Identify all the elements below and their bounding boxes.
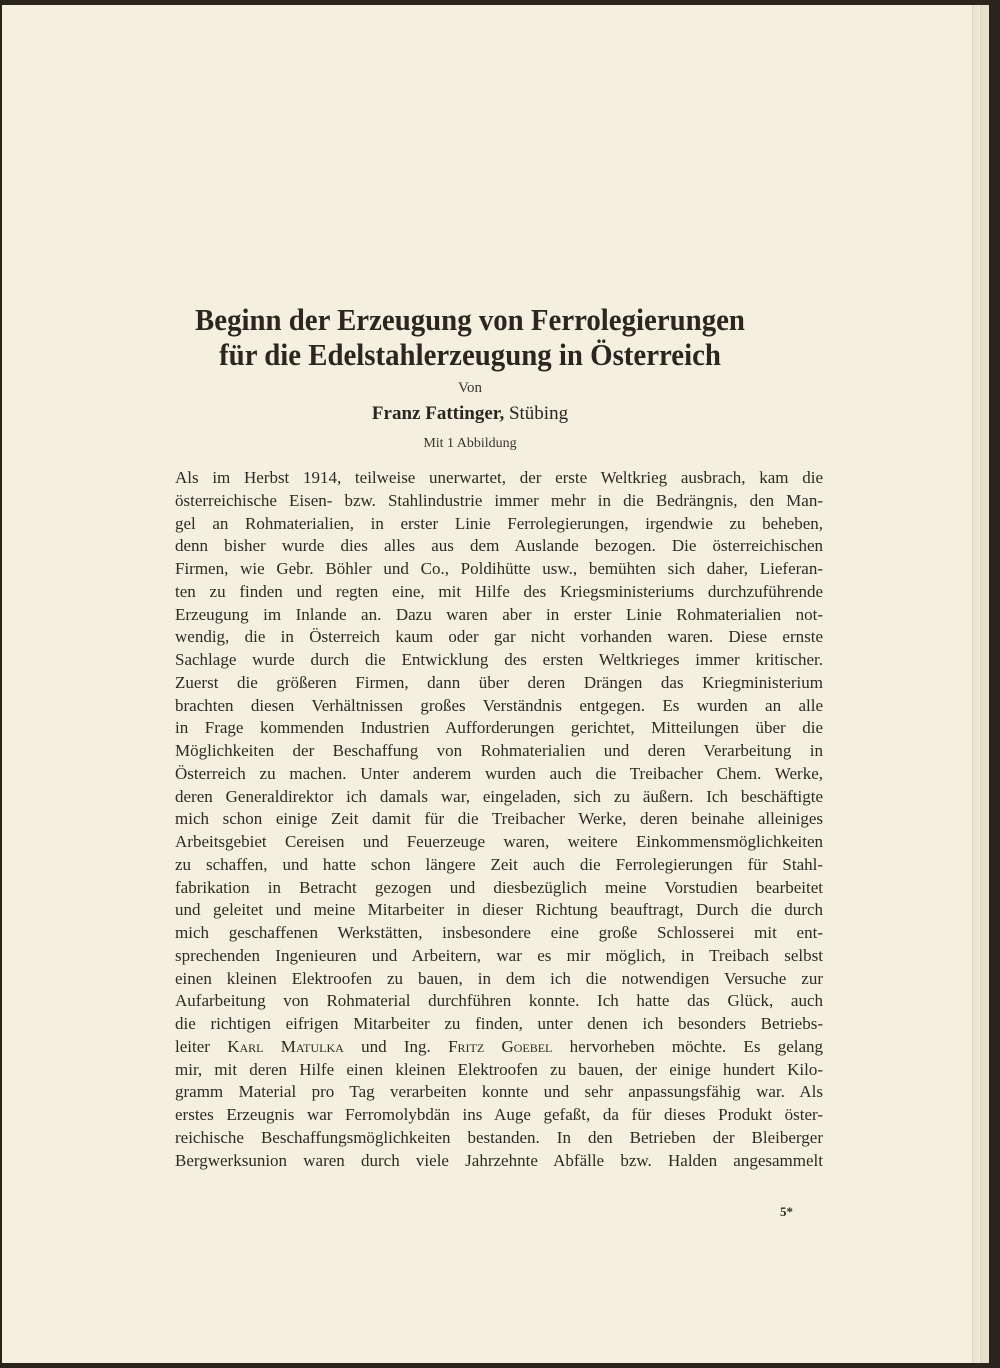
page-edge — [980, 5, 989, 1363]
text-line: und geleitet und meine Mitarbeiter in dieser Richtung beauftragt, Durch die durch — [175, 900, 823, 920]
text-line: einen kleinen Elektroofen zu bauen, in dem ich die notwendigen Versuche zur — [175, 968, 823, 988]
text-segment: leiter — [175, 1036, 210, 1056]
text-line: Firmen, wie Gebr. Böhler und Co., Poldihütte usw., bemühten sich daher, Lieferan- — [175, 559, 823, 578]
text-line-names — [175, 1036, 823, 1059]
page-number: 5* — [780, 1204, 793, 1219]
author-name: Franz Fattinger, — [371, 403, 505, 424]
person-name: Karl Matulka — [227, 1036, 344, 1056]
text-segment: und Ing. — [361, 1036, 431, 1056]
text-line: mich geschaffenen Werkstätten, insbesondere eine große Schlosserei mit ent- — [175, 923, 823, 942]
figures-note: Mit 1 Abbildung — [423, 436, 517, 451]
text-line: österreichische Eisen- bzw. Stahlindustrie immer mehr in die Bedrängnis, den Man- — [175, 490, 823, 510]
text-line: Arbeitsgebiet Cereisen und Feuerzeuge waren, weitere Einkommensmöglichkeiten — [175, 832, 823, 851]
article-title-line-2: für die Edelstahlerzeugung in Österreich — [219, 337, 721, 372]
text-line: reichische Beschaffungsmöglichkeiten bestanden. In den Betrieben der Bleiberger — [175, 1127, 823, 1147]
text-line: Zuerst die größeren Firmen, dann über deren Drängen das Kriegministerium — [175, 672, 823, 692]
text-line: ten zu finden und regten eine, mit Hilfe des Kriegsministeriums durchzuführende — [175, 581, 823, 601]
text-line: Als im Herbst 1914, teilweise unerwartet, der erste Weltkrieg ausbrach, kam die — [175, 468, 823, 487]
text-line: Aufarbeitung von Rohmaterial durchführen konnte. Ich hatte das Glück, auch — [175, 991, 823, 1011]
text-line: gel an Rohmaterialien, in erster Linie Ferrolegierungen, irgendwie zu beheben, — [175, 513, 823, 533]
text-line: Österreich zu machen. Unter anderem wurden auch die Treibacher Chem. Werke, — [175, 763, 823, 783]
text-line: gramm Material pro Tag verarbeiten konnte und sehr anpassungsfähig war. Als — [175, 1082, 823, 1102]
text-line: in Frage kommenden Industrien Aufforderungen gerichtet, Mitteilungen über die — [175, 718, 823, 738]
byline-von: Von — [458, 380, 482, 396]
text-line: mir, mit deren Hilfe einen kleinen Elektroofen zu bauen, der einige hundert Kilo- — [175, 1059, 823, 1079]
text-line: sprechenden Ingenieuren und Arbeitern, war es mir möglich, in Treibach selbst — [175, 945, 823, 965]
text-line: Erzeugung im Inlande an. Dazu waren aber in erster Linie Rohmaterialien not- — [175, 604, 823, 624]
text-line: brachten diesen Verhältnissen großes Verständnis entgegen. Es wurden an alle — [175, 695, 823, 715]
text-line: Möglichkeiten der Beschaffung von Rohmaterialien und deren Verarbeitung in — [175, 741, 823, 760]
text-segment: hervorheben möchte. Es gelang — [569, 1036, 824, 1056]
text-line: wendig, die in Österreich kaum oder gar nicht vorhanden waren. Diese ernste — [175, 627, 823, 647]
text-line: zu schaffen, und hatte schon längere Zeit auch die Ferrolegierungen für Stahl- — [175, 854, 823, 874]
text-line: Bergwerksunion waren durch viele Jahrzehnte Abfälle bzw. Halden angesammelt — [175, 1150, 823, 1170]
article-title-line-1: Beginn der Erzeugung von Ferrolegierungen — [195, 302, 745, 337]
text-line: die richtigen eifrigen Mitarbeiter zu finden, unter denen ich besonders Betriebs- — [175, 1014, 823, 1033]
author — [0, 403, 940, 425]
text-line: mich schon einige Zeit damit für die Treibacher Werke, deren beinahe alleiniges — [175, 809, 823, 829]
text-line: fabrikation in Betracht gezogen und diesbezüglich meine Vorstudien bearbeitet — [175, 877, 823, 897]
text-line: erstes Erzeugnis war Ferromolybdän ins Auge gefaßt, da für dieses Produkt öster- — [175, 1105, 823, 1124]
text-line: Sachlage wurde durch die Entwicklung des ersten Weltkrieges immer kritischer. — [175, 650, 823, 669]
article-body — [175, 467, 823, 1172]
author-place: Stübing — [508, 403, 569, 424]
page-edge — [972, 5, 979, 1363]
text-line: deren Generaldirektor ich damals war, eingeladen, sich zu äußern. Ich beschäftigte — [175, 786, 823, 806]
person-name: Fritz Goebel — [448, 1036, 553, 1056]
text-line: denn bisher wurde dies alles aus dem Auslande bezogen. Die österreichischen — [175, 536, 823, 556]
